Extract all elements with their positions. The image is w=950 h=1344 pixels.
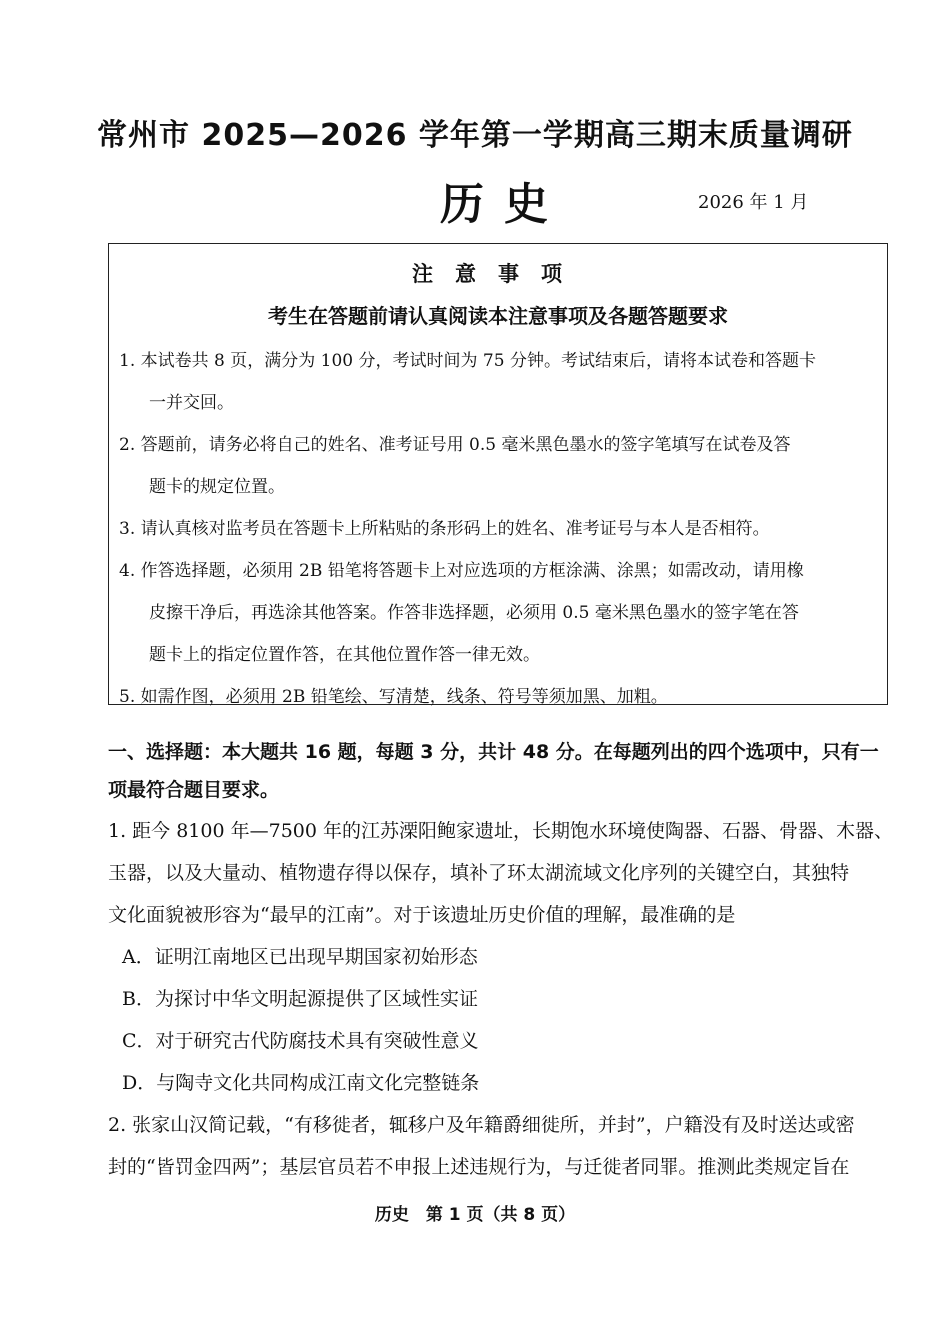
question-line: 1. 距今 8100 年—7500 年的江苏溧阳鲍家遗址，长期饱水环境使陶器、石器、骨器、木器、: [108, 820, 893, 842]
notice-line: 3. 请认真核对监考员在答题卡上所粘贴的条形码上的姓名、准考证号与本人是否相符。: [119, 519, 770, 539]
notice-line: 4. 作答选择题，必须用 2B 铅笔将答题卡上对应选项的方框涂满、涂黑；如需改动，请用橡: [119, 561, 804, 581]
notice-line: 题卡上的指定位置作答，在其他位置作答一律无效。: [149, 645, 540, 665]
question-line: 玉器，以及大量动、植物遗存得以保存，填补了环太湖流域文化序列的关键空白，其独特: [108, 862, 850, 884]
notice-line: 5. 如需作图，必须用 2B 铅笔绘、写清楚，线条、符号等须加黑、加粗。: [119, 687, 668, 707]
notice-heading: 注意事项: [412, 262, 584, 286]
notice-line: 2. 答题前，请务必将自己的姓名、准考证号用 0.5 毫米黑色墨水的签字笔填写在试卷及答: [119, 435, 791, 455]
subject-title: 历史: [440, 179, 568, 230]
option-c: C．对于研究古代防腐技术具有突破性意义: [122, 1030, 479, 1052]
notice-line: 1. 本试卷共 8 页，满分为 100 分，考试时间为 75 分钟。考试结束后，请将本试卷和答题卡: [119, 351, 816, 371]
question-2: [108, 1104, 898, 1188]
section-line: 一、选择题：本大题共 16 题，每题 3 分，共计 48 分。在每题列出的四个选项中，只有一: [108, 741, 879, 763]
notice-line: 题卡的规定位置。: [149, 477, 285, 497]
option-a: A．证明江南地区已出现早期国家初始形态: [122, 946, 478, 968]
notice-list: [119, 340, 877, 718]
notice-item: [119, 550, 877, 676]
question-1-options: [122, 936, 822, 1104]
page-footer: 历史 第 1 页（共 8 页）: [374, 1205, 576, 1225]
question-line: 2. 张家山汉简记载，“有移徙者，辄移户及年籍爵细徙所，并封”，户籍没有及时送达或密: [108, 1114, 855, 1136]
option-b: B．为探讨中华文明起源提供了区域性实证: [122, 988, 478, 1010]
notice-item: [119, 676, 877, 718]
notice-line: 皮擦干净后，再选涂其他答案。作答非选择题，必须用 0.5 毫米黑色墨水的签字笔在答: [149, 603, 799, 623]
notice-box: [108, 243, 888, 705]
section-line: 项最符合题目要求。: [108, 779, 280, 801]
exam-date: 2026 年 1 月: [698, 192, 809, 213]
notice-item: [119, 424, 877, 508]
option-d: D．与陶寺文化共同构成江南文化完整链条: [122, 1072, 480, 1094]
question-1: [108, 810, 898, 936]
notice-line: 一并交回。: [149, 393, 234, 413]
question-line: 文化面貌被形容为“最早的江南”。对于该遗址历史价值的理解，最准确的是: [108, 904, 736, 926]
section-heading: [108, 733, 898, 809]
notice-subheading: 考生在答题前请认真阅读本注意事项及各题答题要求: [268, 304, 728, 328]
question-line: 封的“皆罚金四两”；基层官员若不申报上述违规行为，与迁徙者同罪。推测此类规定旨在: [108, 1156, 850, 1178]
notice-item: [119, 508, 877, 550]
notice-item: [119, 340, 877, 424]
exam-title: 常州市 2025—2026 学年第一学期高三期末质量调研: [97, 118, 853, 153]
